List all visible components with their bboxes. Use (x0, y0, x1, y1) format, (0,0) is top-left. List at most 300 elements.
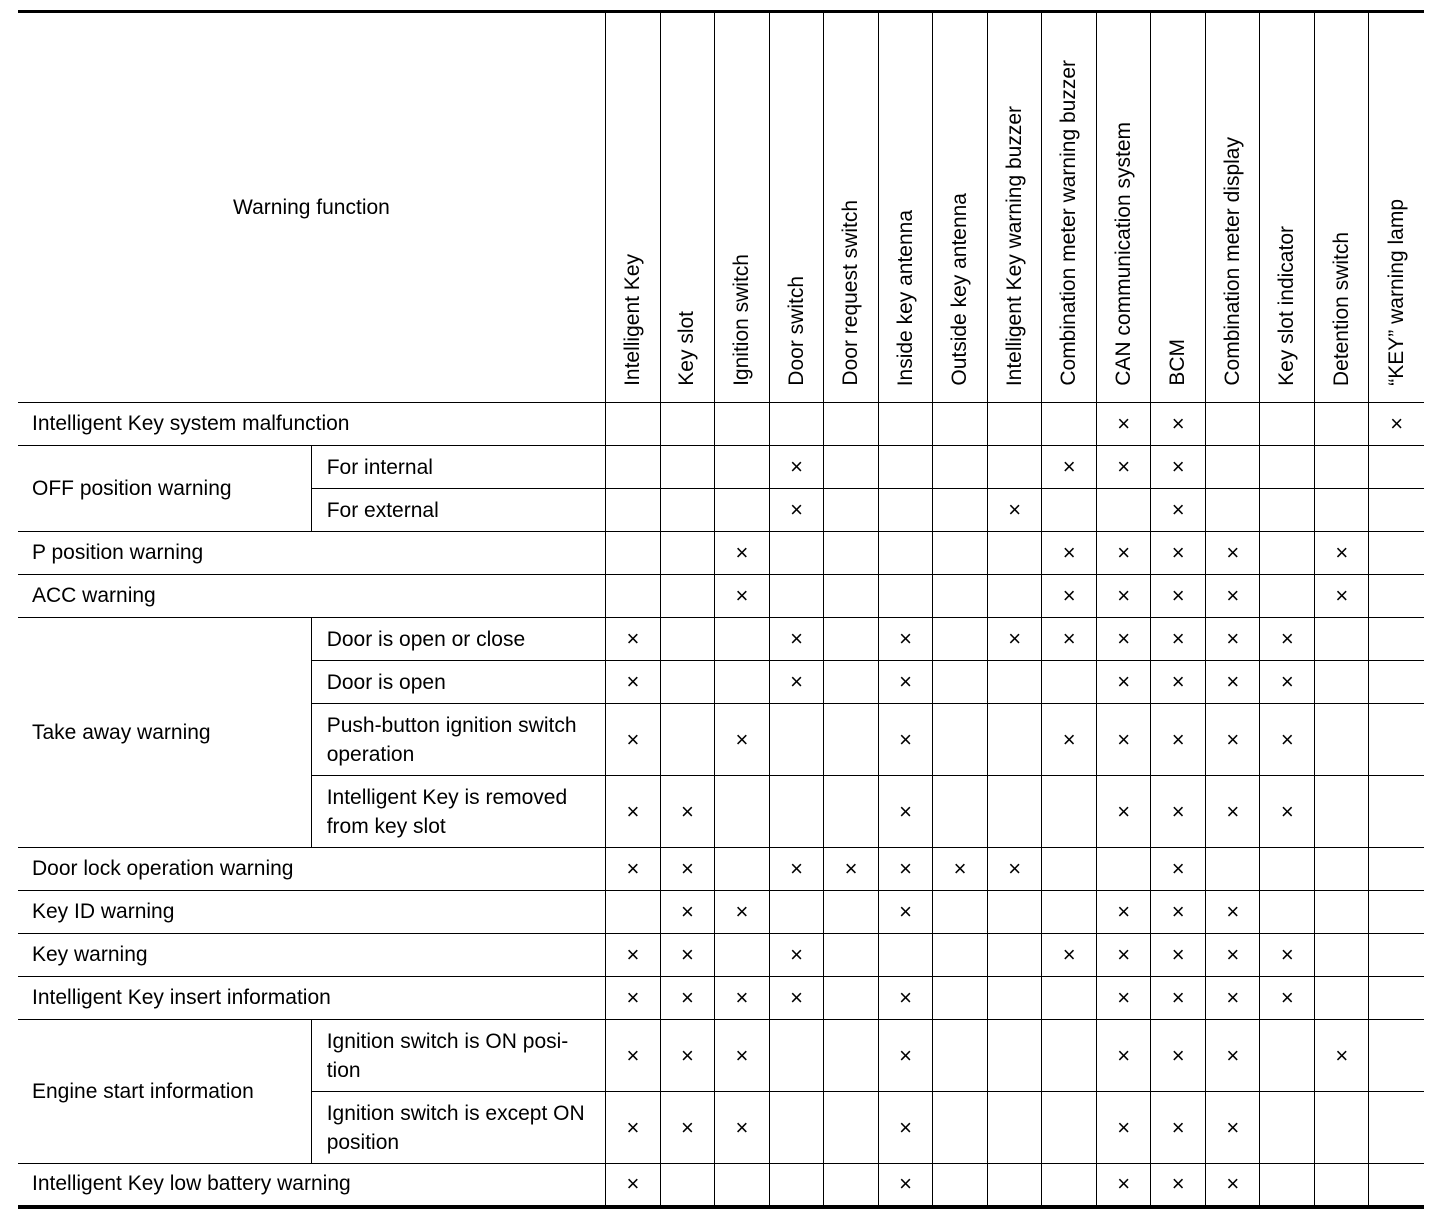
empty-cell (1260, 575, 1315, 618)
empty-cell (1042, 1092, 1097, 1164)
empty-cell (988, 934, 1042, 977)
empty-cell (660, 1164, 714, 1207)
empty-cell (879, 575, 933, 618)
empty-cell (988, 776, 1042, 848)
check-mark-cell: × (605, 1020, 660, 1092)
check-mark-cell: × (1151, 618, 1206, 661)
empty-cell (1260, 403, 1315, 446)
check-mark-cell: × (1206, 977, 1260, 1020)
column-header (1315, 12, 1369, 403)
column-header (1260, 12, 1315, 403)
empty-cell (1260, 1092, 1315, 1164)
check-mark-cell: × (879, 661, 933, 704)
empty-cell (1369, 575, 1424, 618)
table-row (18, 848, 1424, 891)
empty-cell (605, 891, 660, 934)
empty-cell (988, 1092, 1042, 1164)
empty-cell (1042, 1020, 1097, 1092)
check-mark-cell: × (1206, 575, 1260, 618)
column-header-label: Inside key antenna (893, 209, 917, 386)
warning-condition-label: For internal (311, 446, 605, 489)
warning-group-label: Take away warning (18, 618, 311, 848)
empty-cell (933, 934, 988, 977)
check-mark-cell: × (1097, 446, 1151, 489)
column-header (605, 12, 660, 403)
empty-cell (1369, 489, 1424, 532)
check-mark-cell: × (1206, 618, 1260, 661)
check-mark-cell: × (770, 934, 824, 977)
empty-cell (660, 403, 714, 446)
empty-cell (714, 848, 769, 891)
warning-condition-label: Ignition switch is ON posi- tion (311, 1020, 605, 1092)
check-mark-cell: × (660, 891, 714, 934)
empty-cell (1369, 1020, 1424, 1092)
empty-cell (1097, 489, 1151, 532)
empty-cell (1042, 776, 1097, 848)
check-mark-cell: × (1097, 618, 1151, 661)
check-mark-cell: × (1260, 704, 1315, 776)
warning-function-label: Intelligent Key insert information (18, 977, 605, 1020)
empty-cell (714, 776, 769, 848)
warning-function-label: Key ID warning (18, 891, 605, 934)
empty-cell (933, 661, 988, 704)
empty-cell (714, 661, 769, 704)
empty-cell (824, 776, 879, 848)
empty-cell (660, 446, 714, 489)
empty-cell (824, 977, 879, 1020)
check-mark-cell: × (879, 1092, 933, 1164)
check-mark-cell: × (770, 661, 824, 704)
column-header-label: Combination meter warning buzzer (1057, 60, 1081, 386)
check-mark-cell: × (879, 1020, 933, 1092)
check-mark-cell: × (879, 776, 933, 848)
empty-cell (1315, 489, 1369, 532)
check-mark-cell: × (714, 704, 769, 776)
check-mark-cell: × (1151, 934, 1206, 977)
empty-cell (988, 575, 1042, 618)
empty-cell (824, 661, 879, 704)
check-mark-cell: × (1151, 403, 1206, 446)
check-mark-cell: × (1097, 575, 1151, 618)
check-mark-cell: × (1260, 977, 1315, 1020)
check-mark-cell: × (605, 704, 660, 776)
check-mark-cell: × (1097, 1020, 1151, 1092)
empty-cell (1315, 891, 1369, 934)
check-mark-cell: × (1097, 776, 1151, 848)
empty-cell (933, 704, 988, 776)
check-mark-cell: × (824, 848, 879, 891)
check-mark-cell: × (1042, 575, 1097, 618)
column-header-label: CAN communication system (1111, 122, 1135, 386)
check-mark-cell: × (1151, 661, 1206, 704)
check-mark-cell: × (605, 977, 660, 1020)
empty-cell (1315, 1092, 1369, 1164)
empty-cell (1042, 403, 1097, 446)
table-row (18, 1020, 1424, 1092)
empty-cell (605, 575, 660, 618)
check-mark-cell: × (1206, 776, 1260, 848)
warning-function-label: Door lock operation warning (18, 848, 605, 891)
empty-cell (1206, 446, 1260, 489)
check-mark-cell: × (1097, 934, 1151, 977)
empty-cell (879, 489, 933, 532)
warning-function-label: Intelligent Key low battery warning (18, 1164, 605, 1207)
table-row (18, 618, 1424, 661)
check-mark-cell: × (1315, 1020, 1369, 1092)
column-header (824, 12, 879, 403)
check-mark-cell: × (714, 1092, 769, 1164)
empty-cell (1315, 848, 1369, 891)
check-mark-cell: × (879, 848, 933, 891)
empty-cell (1369, 977, 1424, 1020)
empty-cell (660, 532, 714, 575)
empty-cell (714, 489, 769, 532)
column-header (714, 12, 769, 403)
empty-cell (879, 532, 933, 575)
check-mark-cell: × (1206, 532, 1260, 575)
empty-cell (605, 532, 660, 575)
empty-cell (1315, 776, 1369, 848)
column-header-label: Detention switch (1329, 231, 1353, 386)
empty-cell (1260, 532, 1315, 575)
check-mark-cell: × (1151, 848, 1206, 891)
empty-cell (1315, 1164, 1369, 1207)
check-mark-cell: × (1151, 891, 1206, 934)
empty-cell (1369, 776, 1424, 848)
column-header (1097, 12, 1151, 403)
check-mark-cell: × (1369, 403, 1424, 446)
column-header (1151, 12, 1206, 403)
check-mark-cell: × (714, 575, 769, 618)
empty-cell (988, 661, 1042, 704)
empty-cell (1369, 704, 1424, 776)
check-mark-cell: × (1097, 661, 1151, 704)
empty-cell (1315, 446, 1369, 489)
check-mark-cell: × (1042, 934, 1097, 977)
check-mark-cell: × (1315, 532, 1369, 575)
empty-cell (1042, 661, 1097, 704)
empty-cell (988, 977, 1042, 1020)
empty-cell (1369, 446, 1424, 489)
warning-condition-label: Door is open or close (311, 618, 605, 661)
check-mark-cell: × (1097, 1092, 1151, 1164)
empty-cell (879, 403, 933, 446)
check-mark-cell: × (1042, 532, 1097, 575)
table-row (18, 891, 1424, 934)
warning-function-header: Warning function (18, 12, 605, 403)
column-header-label: Intelligent Key warning buzzer (1002, 105, 1026, 386)
empty-cell (1369, 1164, 1424, 1207)
check-mark-cell: × (1042, 704, 1097, 776)
empty-cell (824, 532, 879, 575)
check-mark-cell: × (605, 934, 660, 977)
check-mark-cell: × (1097, 977, 1151, 1020)
check-mark-cell: × (1151, 977, 1206, 1020)
check-mark-cell: × (1206, 1164, 1260, 1207)
empty-cell (1260, 1164, 1315, 1207)
empty-cell (1260, 446, 1315, 489)
column-header (879, 12, 933, 403)
check-mark-cell: × (770, 618, 824, 661)
check-mark-cell: × (879, 891, 933, 934)
table-row (18, 977, 1424, 1020)
check-mark-cell: × (879, 1164, 933, 1207)
check-mark-cell: × (714, 891, 769, 934)
empty-cell (933, 489, 988, 532)
check-mark-cell: × (1097, 891, 1151, 934)
warning-function-label: Intelligent Key system malfunction (18, 403, 605, 446)
warning-function-label: ACC warning (18, 575, 605, 618)
empty-cell (1315, 403, 1369, 446)
check-mark-cell: × (1151, 489, 1206, 532)
check-mark-cell: × (1097, 532, 1151, 575)
column-header (933, 12, 988, 403)
empty-cell (770, 403, 824, 446)
check-mark-cell: × (1151, 532, 1206, 575)
empty-cell (1369, 618, 1424, 661)
warning-condition-label: Intelligent Key is removed from key slot (311, 776, 605, 848)
check-mark-cell: × (770, 848, 824, 891)
empty-cell (824, 1164, 879, 1207)
check-mark-cell: × (770, 977, 824, 1020)
check-mark-cell: × (660, 934, 714, 977)
empty-cell (988, 891, 1042, 934)
empty-cell (824, 1020, 879, 1092)
empty-cell (1369, 1092, 1424, 1164)
empty-cell (824, 891, 879, 934)
empty-cell (1042, 891, 1097, 934)
column-header-label: Combination meter display (1220, 137, 1244, 386)
check-mark-cell: × (933, 848, 988, 891)
check-mark-cell: × (1206, 661, 1260, 704)
empty-cell (1042, 489, 1097, 532)
empty-cell (1369, 848, 1424, 891)
check-mark-cell: × (1315, 575, 1369, 618)
empty-cell (933, 403, 988, 446)
empty-cell (988, 532, 1042, 575)
column-header-label: Key slot indicator (1275, 226, 1299, 386)
empty-cell (660, 704, 714, 776)
empty-cell (1315, 704, 1369, 776)
check-mark-cell: × (1206, 934, 1260, 977)
column-header-label: Outside key antenna (948, 193, 972, 386)
table-row (18, 403, 1424, 446)
empty-cell (714, 1164, 769, 1207)
empty-cell (714, 403, 769, 446)
empty-cell (933, 575, 988, 618)
empty-cell (605, 489, 660, 532)
check-mark-cell: × (1097, 403, 1151, 446)
column-header (988, 12, 1042, 403)
check-mark-cell: × (714, 532, 769, 575)
column-header (1042, 12, 1097, 403)
empty-cell (770, 1020, 824, 1092)
empty-cell (1042, 977, 1097, 1020)
empty-cell (770, 532, 824, 575)
empty-cell (714, 934, 769, 977)
check-mark-cell: × (988, 489, 1042, 532)
check-mark-cell: × (605, 1164, 660, 1207)
warning-function-label: P position warning (18, 532, 605, 575)
empty-cell (714, 446, 769, 489)
empty-cell (1206, 848, 1260, 891)
check-mark-cell: × (1151, 446, 1206, 489)
empty-cell (1206, 403, 1260, 446)
warning-function-table (18, 10, 1424, 1209)
column-header-label: Intelligent Key (620, 254, 644, 386)
check-mark-cell: × (1151, 704, 1206, 776)
empty-cell (933, 776, 988, 848)
empty-cell (660, 661, 714, 704)
table-row (18, 934, 1424, 977)
empty-cell (824, 934, 879, 977)
empty-cell (1097, 848, 1151, 891)
check-mark-cell: × (1260, 661, 1315, 704)
empty-cell (1369, 661, 1424, 704)
check-mark-cell: × (660, 1020, 714, 1092)
check-mark-cell: × (660, 1092, 714, 1164)
empty-cell (770, 1164, 824, 1207)
empty-cell (988, 704, 1042, 776)
check-mark-cell: × (1151, 1164, 1206, 1207)
empty-cell (1315, 977, 1369, 1020)
empty-cell (1042, 1164, 1097, 1207)
check-mark-cell: × (1260, 618, 1315, 661)
check-mark-cell: × (1260, 934, 1315, 977)
empty-cell (824, 618, 879, 661)
empty-cell (770, 704, 824, 776)
check-mark-cell: × (1151, 1092, 1206, 1164)
empty-cell (933, 1020, 988, 1092)
check-mark-cell: × (660, 776, 714, 848)
check-mark-cell: × (879, 618, 933, 661)
empty-cell (933, 1164, 988, 1207)
check-mark-cell: × (879, 704, 933, 776)
empty-cell (933, 1092, 988, 1164)
check-mark-cell: × (1260, 776, 1315, 848)
empty-cell (1369, 891, 1424, 934)
column-header-label: Key slot (675, 311, 699, 386)
empty-cell (933, 618, 988, 661)
empty-cell (824, 403, 879, 446)
empty-cell (1260, 848, 1315, 891)
warning-group-label: OFF position warning (18, 446, 311, 532)
column-header-label: Door switch (784, 276, 808, 386)
empty-cell (1260, 489, 1315, 532)
check-mark-cell: × (660, 848, 714, 891)
empty-cell (1260, 891, 1315, 934)
table-row (18, 446, 1424, 489)
check-mark-cell: × (714, 1020, 769, 1092)
check-mark-cell: × (605, 618, 660, 661)
check-mark-cell: × (988, 848, 1042, 891)
empty-cell (1260, 1020, 1315, 1092)
empty-cell (824, 575, 879, 618)
check-mark-cell: × (1042, 446, 1097, 489)
warning-condition-label: For external (311, 489, 605, 532)
check-mark-cell: × (1206, 1092, 1260, 1164)
check-mark-cell: × (1097, 704, 1151, 776)
warning-condition-label: Ignition switch is except ON position (311, 1092, 605, 1164)
empty-cell (933, 977, 988, 1020)
empty-cell (988, 1164, 1042, 1207)
check-mark-cell: × (1151, 1020, 1206, 1092)
empty-cell (824, 489, 879, 532)
check-mark-cell: × (988, 618, 1042, 661)
check-mark-cell: × (605, 776, 660, 848)
check-mark-cell: × (1206, 1020, 1260, 1092)
empty-cell (1315, 661, 1369, 704)
empty-cell (770, 891, 824, 934)
empty-cell (1369, 934, 1424, 977)
empty-cell (879, 934, 933, 977)
empty-cell (660, 575, 714, 618)
empty-cell (879, 446, 933, 489)
empty-cell (1315, 934, 1369, 977)
empty-cell (770, 776, 824, 848)
empty-cell (605, 446, 660, 489)
check-mark-cell: × (605, 1092, 660, 1164)
check-mark-cell: × (770, 446, 824, 489)
empty-cell (933, 891, 988, 934)
empty-cell (988, 446, 1042, 489)
column-header (1369, 12, 1424, 403)
table-row (18, 575, 1424, 618)
table-row (18, 1164, 1424, 1207)
empty-cell (1369, 532, 1424, 575)
warning-condition-label: Push-button ignition switch operation (311, 704, 605, 776)
check-mark-cell: × (1206, 891, 1260, 934)
empty-cell (1042, 848, 1097, 891)
check-mark-cell: × (714, 977, 769, 1020)
check-mark-cell: × (1151, 575, 1206, 618)
check-mark-cell: × (660, 977, 714, 1020)
warning-group-label: Engine start information (18, 1020, 311, 1164)
column-header-label: Door request switch (839, 200, 863, 386)
empty-cell (605, 403, 660, 446)
check-mark-cell: × (1097, 1164, 1151, 1207)
empty-cell (714, 618, 769, 661)
empty-cell (824, 446, 879, 489)
column-header (660, 12, 714, 403)
empty-cell (988, 403, 1042, 446)
empty-cell (824, 1092, 879, 1164)
check-mark-cell: × (605, 848, 660, 891)
check-mark-cell: × (1042, 618, 1097, 661)
column-header-label: Ignition switch (729, 254, 753, 386)
empty-cell (933, 446, 988, 489)
empty-cell (933, 532, 988, 575)
column-header-label: BCM (1166, 339, 1190, 386)
check-mark-cell: × (605, 661, 660, 704)
column-header-label: “KEY” warning lamp (1384, 199, 1408, 386)
column-header (1206, 12, 1260, 403)
check-mark-cell: × (770, 489, 824, 532)
check-mark-cell: × (1206, 704, 1260, 776)
column-header (770, 12, 824, 403)
empty-cell (660, 618, 714, 661)
empty-cell (770, 575, 824, 618)
empty-cell (1315, 618, 1369, 661)
check-mark-cell: × (879, 977, 933, 1020)
table-row (18, 532, 1424, 575)
warning-function-label: Key warning (18, 934, 605, 977)
empty-cell (660, 489, 714, 532)
empty-cell (824, 704, 879, 776)
empty-cell (1206, 489, 1260, 532)
empty-cell (988, 1020, 1042, 1092)
empty-cell (770, 1092, 824, 1164)
